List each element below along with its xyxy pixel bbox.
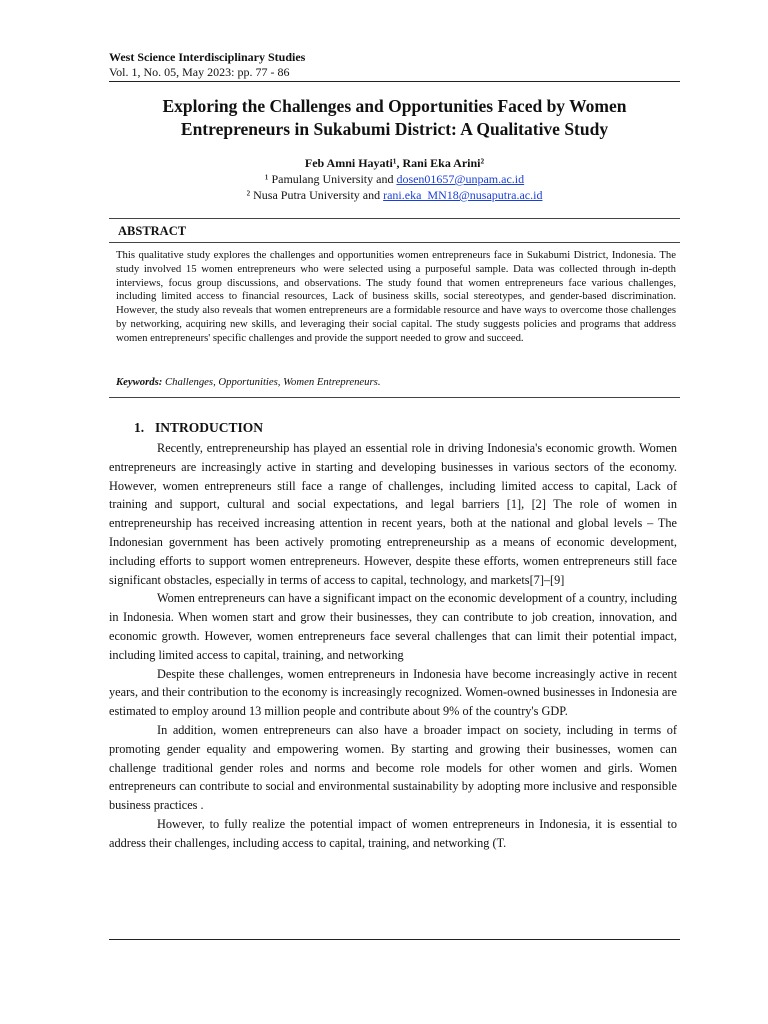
paper-title — [109, 95, 680, 141]
section-title: INTRODUCTION — [155, 420, 264, 435]
introduction-body — [109, 439, 677, 853]
paragraph: In addition, women entrepreneurs can also have a broader impact on society, including in terms of promoting gender equality and empowering women. By starting and growing their businesses, women can challenge traditional gender roles and norms and become role models for other women and girls. Women entrepreneurs can contribute to social and environmental sustainability by adopting more inclusive and responsible business practices . — [109, 722, 677, 813]
journal-name: West Science Interdisciplinary Studies — [109, 50, 306, 64]
affiliation-2-text: ² Nusa Putra University and — [246, 188, 384, 202]
title-line-1: Exploring the Challenges and Opportunities Faced by Women — [162, 96, 627, 116]
title-line-2: Entrepreneurs in Sukabumi District: A Qualitative Study — [180, 119, 609, 139]
section-number: 1. — [134, 420, 145, 435]
affiliation-2 — [109, 187, 680, 203]
paragraph: Despite these challenges, women entrepreneurs in Indonesia have become increasingly active in recent years, and their contribution to the economy is increasingly recognized. Women-owned businesses in Indonesia are estimated to employ around 13 million people and contribute about 9% of the country's GDP. — [109, 666, 677, 719]
header-divider — [109, 81, 680, 82]
keywords-list: Challenges, Opportunities, Women Entrepreneurs. — [162, 376, 381, 388]
author-2-email-link[interactable]: rani.eka_MN18@nusaputra.ac.id — [383, 188, 543, 202]
journal-header — [109, 50, 305, 80]
paragraph: Recently, entrepreneurship has played an essential role in driving Indonesia's economic growth. Women entrepreneurs are increasingly active in starting and developing businesses in various sectors of the economy. However, women entrepreneurs still face a range of challenges, including limited access to capital, Lack of training and support, cultural and social expectations, and legal barriers [1], [2] The role of women in entrepreneurship has received increasing attention in recent years, both at the national and global levels – The Indonesian government has been actively promoting entrepreneurship as a means of economic development, including efforts to support women entrepreneurs. However, despite these efforts, women entrepreneurs still face significant obstacles, especially in terms of access to capital, technology, and markets[7]–[9] — [109, 441, 677, 587]
journal-issue: Vol. 1, No. 05, May 2023: pp. 77 - 86 — [109, 65, 290, 79]
abstract-text: This qualitative study explores the challenges and opportunities women entrepreneurs face in Sukabumi District, Indonesia. The study involved 15 women entrepreneurs who were selected using a purposeful sample. Data was collected through in-depth interviews, focus group discussions, and observations. The study found that women entrepreneurs face various challenges, including limited access to financial resources, Lack of business skills, social stereotypes, and gender-based discrimination. However, the study also reveals that women entrepreneurs are a formidable resource and have ways to overcome those challenges by networking, acquiring new skills, and leveraging their social capital. The study suggests policies and programs that address women entrepreneurs' specific challenges and provide the support needed to grow and succeed. — [116, 249, 676, 344]
affiliation-1-text: ¹ Pamulang University and — [264, 172, 397, 186]
affiliation-1 — [109, 171, 680, 187]
section-heading-introduction — [134, 420, 263, 436]
keywords-label: Keywords: — [116, 376, 163, 388]
author-block — [109, 155, 680, 203]
paragraph: However, to fully realize the potential impact of women entrepreneurs in Indonesia, it is essential to address their challenges, including access to capital, training, and networking (T. — [109, 816, 677, 850]
footer-divider — [109, 939, 680, 940]
abstract-heading-rule — [109, 242, 680, 243]
paragraph: Women entrepreneurs can have a significant impact on the economic development of a country, including in Indonesia. When women start and grow their businesses, they can contribute to job creation, innovation, and economic growth. However, women entrepreneurs face several challenges that can limit their potential impact, including limited access to capital, training, and networking — [109, 591, 677, 662]
author-1-email-link[interactable]: dosen01657@unpam.ac.id — [396, 172, 525, 186]
keywords — [116, 376, 676, 388]
abstract-heading: ABSTRACT — [118, 224, 187, 238]
author-names: Feb Amni Hayati¹, Rani Eka Arini² — [304, 156, 485, 170]
abstract-top-rule — [109, 218, 680, 219]
abstract-bottom-rule — [109, 397, 680, 398]
